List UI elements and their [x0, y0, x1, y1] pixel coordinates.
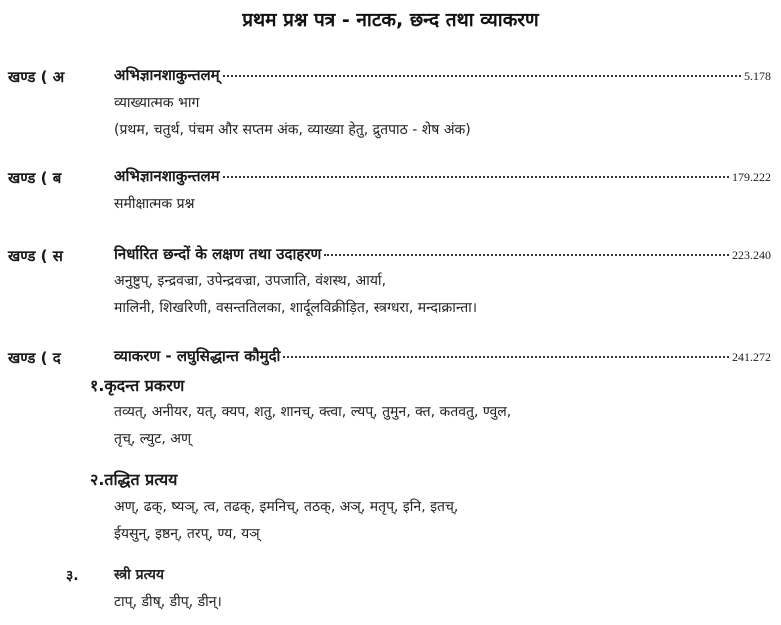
khand-c-pages: 223.240 [732, 248, 771, 262]
khand-b-label: खण्ड ( ब [8, 169, 62, 187]
subsection-3-heading: स्त्री प्रत्यय [114, 567, 164, 583]
subsection-2-line-2: ईयसुन्, इष्ठन्, तरप्, ण्य, यञ् [114, 526, 260, 542]
khand-a-line-1: व्याख्यात्मक भाग [114, 95, 200, 111]
subsection-1-line-1: तव्यत्, अनीयर, यत्, क्यप, शतु, शानच्, क्त्वा, ल्यप्, तुमुन, क्त, कतवतु, ण्वुल, [114, 404, 512, 420]
khand-a-heading: अभिज्ञानशाकुन्तलम् [114, 66, 220, 84]
page-title: प्रथम प्रश्न पत्र - नाटक, छन्द तथा व्याकरण [242, 9, 539, 31]
khand-d-heading: व्याकरण - लघुसिद्धान्त कौमुदी [114, 347, 281, 365]
dot-leader [324, 254, 729, 256]
khand-a-toc-entry [114, 65, 771, 85]
khand-c-line-1: अनुष्टुप्, इन्द्रवज्रा, उपेन्द्रवज्रा, उपजाति, वंशस्थ, आर्या, [114, 273, 387, 289]
dot-leader [223, 75, 741, 77]
khand-c-label: खण्ड ( स [8, 247, 63, 265]
khand-d-pages: 241.272 [732, 350, 771, 364]
khand-b-pages: 179.222 [732, 170, 771, 184]
khand-c-toc-entry [114, 244, 771, 264]
subsection-1-heading: १.कृदन्त प्रकरण [90, 376, 185, 395]
khand-b-heading: अभिज्ञानशाकुन्तलम [114, 167, 220, 185]
subsection-2-heading: २.तद्धित प्रत्यय [90, 470, 178, 489]
khand-c-heading: निर्धारित छन्दों के लक्षण तथा उदाहरण [114, 245, 322, 263]
khand-a-pages: 5.178 [744, 69, 771, 83]
khand-c-line-2: मालिनी, शिखरिणी, वसन्ततिलका, शार्दूलविक्रीड़ित, स्त्रग्धरा, मन्दाक्रान्ता। [114, 300, 478, 316]
dot-leader [223, 176, 729, 178]
khand-d-toc-entry [114, 346, 771, 366]
subsection-1-line-2: तृच्, ल्युट, अण् [114, 431, 192, 447]
khand-a-line-2: (प्रथम, चतुर्थ, पंचम और सप्तम अंक, व्याख्या हेतु, द्रुतपाठ - शेष अंक) [114, 122, 471, 138]
subsection-2-line-1: अण्, ढक्, ष्यञ्, त्व, तढक्, इमनिच्, तठक्, अञ्, मतृप्, इनि, इतच्, [114, 499, 459, 515]
dot-leader [283, 356, 729, 358]
khand-b-toc-entry [114, 166, 771, 186]
khand-a-label: खण्ड ( अ [8, 68, 65, 86]
subsection-3-number: ३. [66, 568, 79, 584]
subsection-3-line-1: टाप्, डीष्, डीप्, डीन्। [114, 594, 222, 610]
khand-b-line-1: समीक्षात्मक प्रश्न [114, 196, 195, 212]
khand-d-label: खण्ड ( द [8, 349, 61, 367]
